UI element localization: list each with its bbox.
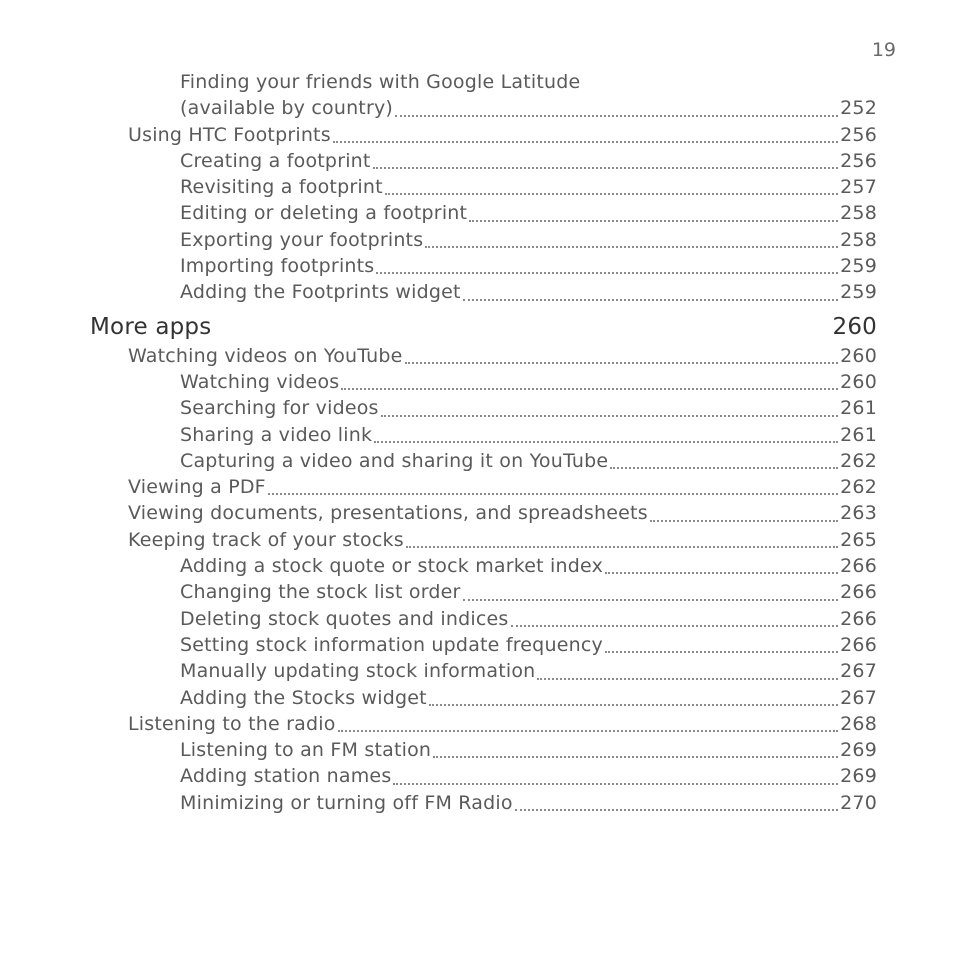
toc-entry-title: Exporting your footprints — [180, 228, 424, 251]
dot-leader — [469, 219, 838, 222]
toc-entry[interactable] — [90, 424, 877, 450]
toc-entry[interactable] — [90, 608, 877, 634]
dot-leader — [405, 361, 839, 364]
toc-entry[interactable] — [90, 660, 877, 686]
chapter-page: 260 — [832, 313, 877, 340]
chapter-heading[interactable] — [90, 314, 877, 345]
toc-entry-title: Setting stock information update frequency — [180, 633, 603, 656]
toc-entry-page: 259 — [840, 281, 877, 304]
dot-leader — [515, 808, 838, 811]
toc-entry-page: 266 — [840, 581, 877, 604]
dot-leader — [433, 755, 838, 758]
toc-entry-page: 265 — [840, 528, 877, 551]
toc-entry[interactable] — [90, 476, 877, 502]
toc-entry[interactable] — [90, 176, 877, 202]
toc-entry-page: 256 — [840, 123, 877, 146]
toc-entry-page: 262 — [840, 449, 877, 472]
dot-leader — [395, 114, 838, 117]
toc-entry[interactable] — [90, 739, 877, 765]
dot-leader — [463, 598, 839, 601]
toc-entry-page: 258 — [840, 228, 877, 251]
toc-entry[interactable] — [90, 71, 877, 97]
toc-entry-title: Editing or deleting a footprint — [180, 202, 468, 225]
toc-entry-title: Watching videos — [180, 370, 340, 393]
toc-section-before — [90, 71, 877, 308]
toc-entry-page: 260 — [840, 344, 877, 367]
toc-entry-page: 269 — [840, 765, 877, 788]
toc-entry-page: 257 — [840, 176, 877, 199]
toc-entry-title: (available by country) — [180, 97, 394, 120]
dot-leader — [463, 298, 838, 301]
toc-entry-title: Sharing a video link — [180, 423, 373, 446]
dot-leader — [381, 414, 838, 417]
toc-entry[interactable] — [90, 502, 877, 528]
toc-entry-title: Searching for videos — [180, 397, 379, 420]
toc-entry-page: 266 — [840, 555, 877, 578]
page-number: 19 — [871, 39, 896, 61]
dot-leader — [373, 166, 839, 169]
toc-entry[interactable] — [90, 371, 877, 397]
dot-leader — [333, 140, 838, 143]
toc-entry[interactable] — [90, 229, 877, 255]
toc-entry-title: Capturing a video and sharing it on YouTube — [180, 449, 609, 472]
toc-entry-title: Watching videos on YouTube — [128, 344, 403, 367]
toc-entry[interactable] — [90, 713, 877, 739]
dot-leader — [425, 245, 838, 248]
toc-entry[interactable] — [90, 529, 877, 555]
toc-entry[interactable] — [90, 397, 877, 423]
toc-entry[interactable] — [90, 202, 877, 228]
toc-entry-page: 263 — [840, 502, 877, 525]
toc-entry[interactable] — [90, 792, 877, 818]
dot-leader — [605, 650, 838, 653]
toc-entry-title: Listening to the radio — [128, 712, 336, 735]
toc-entry-page: 269 — [840, 739, 877, 762]
toc-entry-page: 266 — [840, 607, 877, 630]
toc-entry-page: 270 — [840, 791, 877, 814]
toc-entry[interactable] — [90, 150, 877, 176]
toc-entry-page: 268 — [840, 712, 877, 735]
toc-entry[interactable] — [90, 450, 877, 476]
toc-entry-title: Minimizing or turning off FM Radio — [180, 791, 513, 814]
dot-leader — [650, 519, 838, 522]
toc-entry-page: 267 — [840, 686, 877, 709]
toc-entry-page: 261 — [840, 397, 877, 420]
dot-leader — [374, 440, 838, 443]
toc-entry-title: Manually updating stock information — [180, 660, 536, 683]
toc-entry-title: Viewing a PDF — [128, 476, 266, 499]
toc-entry-page: 259 — [840, 255, 877, 278]
toc-entry-title: Using HTC Footprints — [128, 123, 331, 146]
toc-entry[interactable] — [90, 124, 877, 150]
toc-entry-page: 256 — [840, 149, 877, 172]
toc-entry-page: 261 — [840, 423, 877, 446]
toc-entry[interactable] — [90, 281, 877, 307]
toc-entry-title: Changing the stock list order — [180, 581, 461, 604]
toc-entry-title: Viewing documents, presentations, and spreadsheets — [128, 502, 648, 525]
dot-leader — [338, 729, 839, 732]
dot-leader — [605, 571, 838, 574]
dot-leader — [385, 192, 838, 195]
toc-entry[interactable] — [90, 581, 877, 607]
toc-entry-title: Creating a footprint — [180, 149, 371, 172]
toc-entry-title: Deleting stock quotes and indices — [180, 607, 509, 630]
dot-leader — [610, 466, 838, 469]
toc-entry-title: Finding your friends with Google Latitude — [180, 71, 581, 93]
dot-leader — [429, 703, 838, 706]
toc-entry-page: 266 — [840, 633, 877, 656]
toc-entry-title: Adding the Stocks widget — [180, 686, 427, 709]
toc-entry-title: Listening to an FM station — [180, 739, 432, 762]
dot-leader — [537, 677, 838, 680]
toc-entry-title: Adding the Footprints widget — [180, 281, 461, 304]
toc-entry-title: Importing footprints — [180, 255, 375, 278]
dot-leader — [406, 545, 838, 548]
chapter-title: More apps — [90, 313, 212, 340]
toc-entry[interactable] — [90, 555, 877, 581]
toc-entry[interactable] — [90, 765, 877, 791]
dot-leader — [511, 624, 839, 627]
toc-section-after — [90, 345, 877, 818]
dot-leader — [393, 782, 838, 785]
table-of-contents — [90, 71, 877, 818]
toc-entry[interactable] — [90, 255, 877, 281]
toc-entry-page: 262 — [840, 476, 877, 499]
toc-entry[interactable] — [90, 634, 877, 660]
dot-leader — [341, 387, 838, 390]
toc-entry-title: Adding a stock quote or stock market index — [180, 555, 604, 578]
toc-entry[interactable] — [90, 345, 877, 371]
dot-leader — [268, 492, 838, 495]
toc-entry[interactable] — [90, 687, 877, 713]
toc-entry-title: Revisiting a footprint — [180, 176, 383, 199]
toc-entry[interactable] — [90, 97, 877, 123]
dot-leader — [376, 271, 838, 274]
toc-entry-page: 260 — [840, 370, 877, 393]
toc-entry-page: 258 — [840, 202, 877, 225]
toc-entry-title: Adding station names — [180, 765, 392, 788]
toc-entry-title: Keeping track of your stocks — [128, 528, 404, 551]
toc-entry-page: 267 — [840, 660, 877, 683]
toc-entry-page: 252 — [840, 97, 877, 120]
